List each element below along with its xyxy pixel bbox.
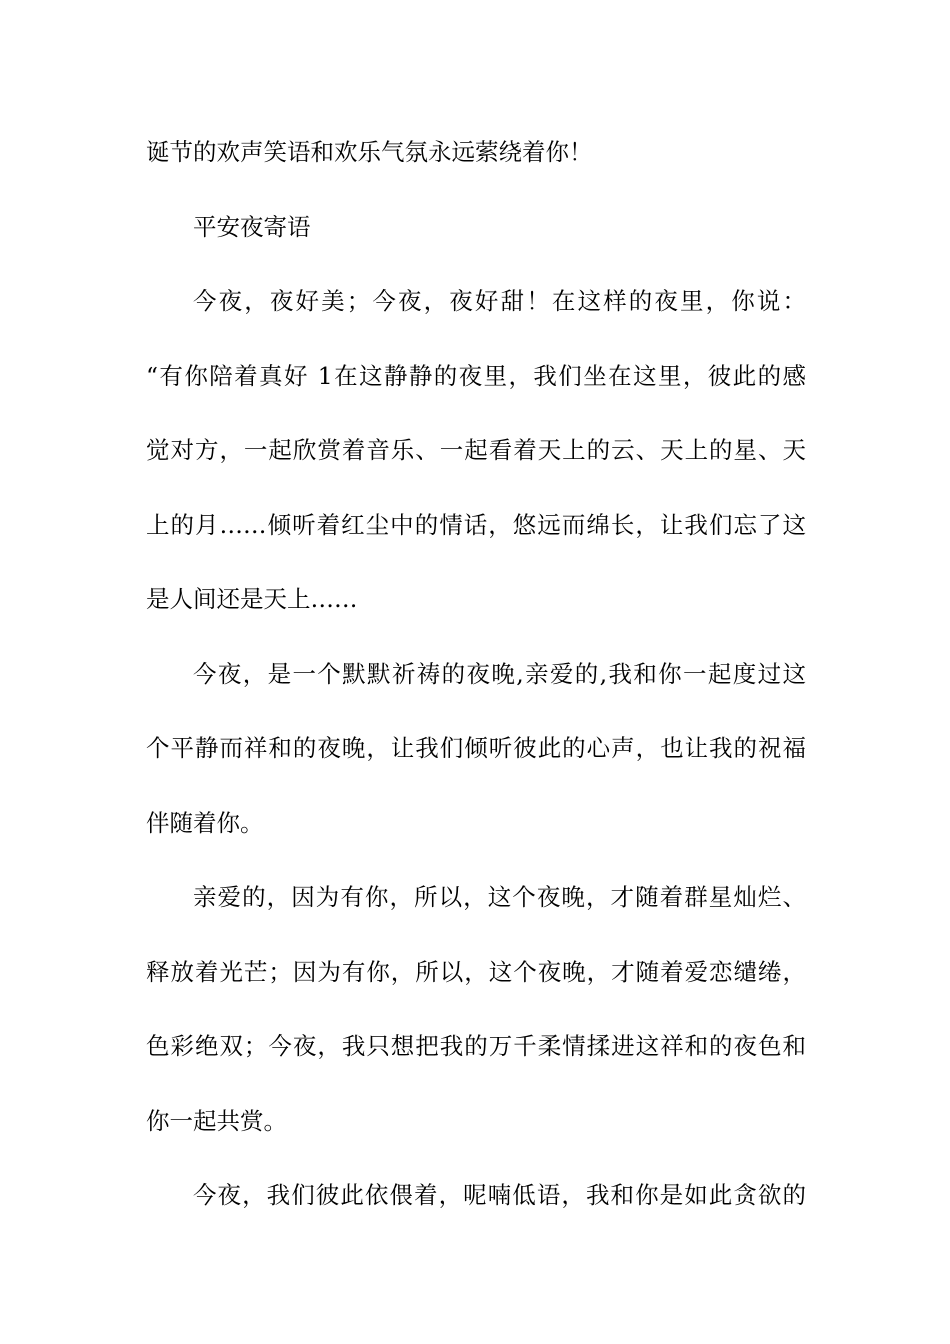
- text-line: 今夜，是一个默默祈祷的夜晚,亲爱的,我和你一起度过这: [193, 659, 806, 688]
- text-line: 你一起共赏。: [146, 1106, 287, 1135]
- text-line: 今夜，我们彼此依偎着，呢喃低语，我和你是如此贪欲的: [193, 1181, 806, 1209]
- text-line: 觉对方，一起欣赏着音乐、一起看着天上的云、天上的星、天: [146, 436, 806, 464]
- document-body: [146, 115, 806, 1233]
- text-line: 释放着光芒；因为有你，所以，这个夜晚，才随着爱恋缱绻，: [146, 957, 806, 986]
- text-line: 个平静而祥和的夜晚，让我们倾听彼此的心声，也让我的祝福: [146, 734, 806, 762]
- text-line: 色彩绝双；今夜，我只想把我的万千柔情揉进这祥和的夜色和: [146, 1032, 806, 1060]
- text-line: 是人间还是天上……: [146, 585, 358, 613]
- text-line: 上的月……倾听着红尘中的情话，悠远而绵长，让我们忘了这: [146, 510, 806, 539]
- text-line: 今夜，夜好美；今夜，夜好甜！在这样的夜里，你说：: [193, 287, 806, 315]
- text-line: 诞节的欢声笑语和欢乐气氛永远萦绕着你！: [146, 138, 593, 166]
- section-heading: 平安夜寄语: [193, 212, 311, 241]
- text-line: 伴随着你。: [146, 808, 264, 837]
- text-line: 亲爱的，因为有你，所以，这个夜晚，才随着群星灿烂、: [193, 883, 806, 911]
- text-line: “有你陪着真好 1在这静静的夜里，我们坐在这里，彼此的感: [146, 361, 806, 390]
